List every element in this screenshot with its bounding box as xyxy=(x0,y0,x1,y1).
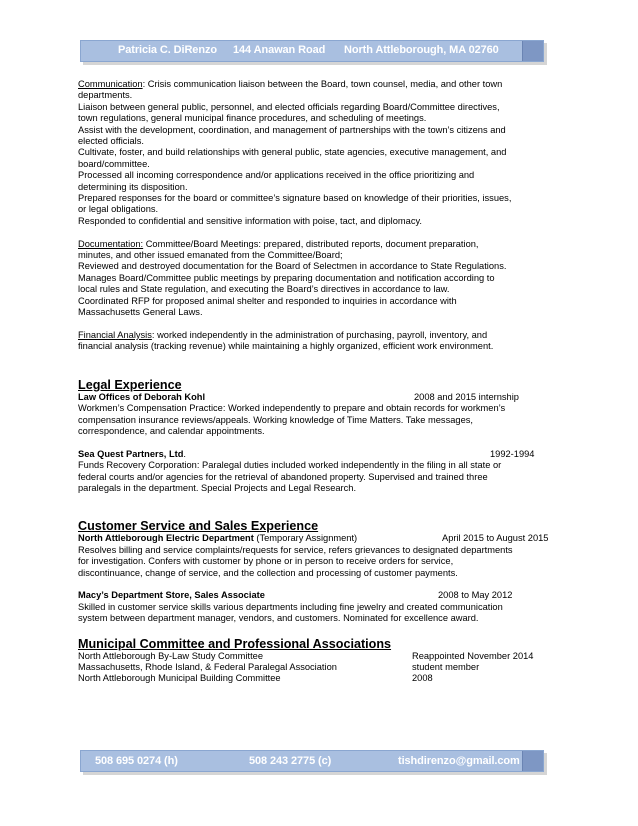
municipal-heading: Municipal Committee and Professional Associations xyxy=(78,636,392,651)
legal-job2-line: paralegals in the department. Special Projects and Legal Research. xyxy=(78,482,357,493)
customer-job2-dates: 2008 to May 2012 xyxy=(438,590,513,601)
communication-line: : Crisis communication liaison between the Board, town counsel, media, and other town xyxy=(142,79,503,89)
communication-line: Prepared responses for the board or committee’s signature based on knowledge of their priorities, issues, xyxy=(78,193,512,204)
home-phone: 508 695 0274 (h) xyxy=(95,755,178,767)
customer-job1-line: discontinuance, change of service, and the collection and processing of customer payments. xyxy=(78,567,458,578)
communication-line: Processed all incoming correspondence and/or applications received in the office prioritizing and xyxy=(78,170,475,181)
documentation-line: Massachusetts General Laws. xyxy=(78,307,203,318)
legal-job1-line: compensation insurance reviews/appeals. Working knowledge of Time Matters. Take messages, xyxy=(78,414,473,425)
legal-job1-employer: Law Offices of Deborah Kohl xyxy=(78,391,206,402)
legal-job2-line: Funds Recovery Corporation: Paralegal duties included worked independently in the filing in all state or xyxy=(78,460,502,471)
municipal-row-name: Massachusetts, Rhode Island, & Federal Paralegal Association xyxy=(78,662,337,672)
communication-line: Assist with the development, coordination, and management of partnerships with the town’s citizens and xyxy=(78,124,506,135)
financial-line: : worked independently in the administration of purchasing, payroll, inventory, and xyxy=(151,329,488,340)
legal-job2-employer: Sea Quest Partners, Ltd xyxy=(78,448,184,459)
banner-end-block xyxy=(522,751,543,771)
communication-line: Cultivate, foster, and build relationships with general public, state agencies, executive management, and xyxy=(78,147,507,158)
customer-heading: Customer Service and Sales Experience xyxy=(78,519,319,534)
municipal-row xyxy=(78,651,568,662)
municipal-row xyxy=(78,662,568,673)
documentation-line: Coordinated RFP for proposed animal shelter and responded to inquiries in accordance with xyxy=(78,295,457,306)
header-street: 144 Anawan Road xyxy=(233,44,326,56)
communication-line: or legal obligations. xyxy=(78,204,159,215)
banner-end-block xyxy=(522,41,543,61)
municipal-row xyxy=(78,673,568,684)
documentation-line: minutes, and other issued emanated from the Committee/Board; xyxy=(78,250,343,261)
legal-job2-line: federal courts and/or agencies for the retrieval of abandoned property. Supervised and trained three xyxy=(78,471,488,482)
documentation-line: Committee/Board Meetings: prepared, distributed reports, document preparation, xyxy=(143,238,479,249)
customer-job2-employer: Macy’s Department Store, Sales Associate xyxy=(78,590,265,601)
customer-job1-employer: North Attleborough Electric Department xyxy=(78,533,254,544)
legal-heading: Legal Experience xyxy=(78,377,182,392)
footer-banner xyxy=(80,750,544,772)
communication-line: elected officials. xyxy=(78,136,144,147)
customer-job2-line: Skilled in customer service skills various departments including fine jewelry and created communication xyxy=(78,601,503,612)
header-name: Patricia C. DiRenzo xyxy=(118,44,217,56)
municipal-row-value: 2008 xyxy=(412,673,433,684)
documentation-section xyxy=(78,239,568,319)
communication-line: town regulations, general municipal finance procedures, and scheduling of meetings. xyxy=(78,113,427,124)
legal-job2-employer-suffix: . xyxy=(183,448,186,459)
customer-job1-line: Resolves billing and service complaints/requests for service, refers grievances to designated departments xyxy=(78,544,513,555)
municipal-row-name: North Attleborough By-Law Study Committee xyxy=(78,650,263,661)
communication-line: board/committee. xyxy=(78,158,150,169)
financial-line: financial analysis (tracking revenue) while maintaining a highly organized, efficient work environment. xyxy=(78,341,494,352)
header-banner xyxy=(80,40,544,62)
financial-section xyxy=(78,330,568,353)
header-city: North Attleborough, MA 02760 xyxy=(344,44,499,56)
legal-job1-dates: 2008 and 2015 internship xyxy=(414,391,519,402)
legal-job2-dates: 1992-1994 xyxy=(490,448,535,459)
communication-line: Liaison between general public, personnel, and elected officials regarding Board/Committee directives, xyxy=(78,101,500,112)
documentation-line: local rules and State regulation, and executing the Board’s directives in accordance to law. xyxy=(78,284,450,295)
customer-job1-dates: April 2015 to August 2015 xyxy=(442,533,549,544)
legal-job1-line: correspondence, and calendar appointments. xyxy=(78,425,265,436)
legal-job1-line: Workmen’s Compensation Practice: Worked independently to prepare and obtain records for workmen’s xyxy=(78,403,506,414)
cell-phone: 508 243 2775 (c) xyxy=(249,755,332,767)
legal-section xyxy=(78,378,568,495)
municipal-row-name: North Attleborough Municipal Building Committee xyxy=(78,673,281,684)
customer-job2-line: system between department manager, vendors, and customers. Nominated for excellence award. xyxy=(78,613,479,624)
communication-line: determining its disposition. xyxy=(78,181,188,192)
customer-job1-line: for investigation. Confers with customer by phone or in person to receive orders for service, xyxy=(78,556,454,567)
municipal-row-value: student member xyxy=(412,662,480,672)
documentation-line: Reviewed and destroyed documentation for the Board of Selectmen in accordance to State Regulations. xyxy=(78,261,507,272)
customer-section xyxy=(78,519,568,624)
communication-line: departments. xyxy=(78,90,133,101)
municipal-row-value: Reappointed November 2014 xyxy=(412,650,534,661)
communication-label: Communication xyxy=(78,79,143,89)
customer-job1-note: (Temporary Assignment) xyxy=(253,533,358,544)
documentation-line: Manages Board/Committee public meetings by preparing documentation and notification according to xyxy=(78,272,495,283)
documentation-label: Documentation: xyxy=(78,238,144,249)
resume-body xyxy=(78,79,568,685)
financial-label: Financial Analysis xyxy=(78,329,152,340)
email-address: tishdirenzo@gmail.com xyxy=(398,755,520,767)
communication-section xyxy=(78,79,568,227)
communication-line: Responded to confidential and sensitive information with poise, tact, and diplomacy. xyxy=(78,215,423,226)
municipal-section xyxy=(78,637,568,685)
